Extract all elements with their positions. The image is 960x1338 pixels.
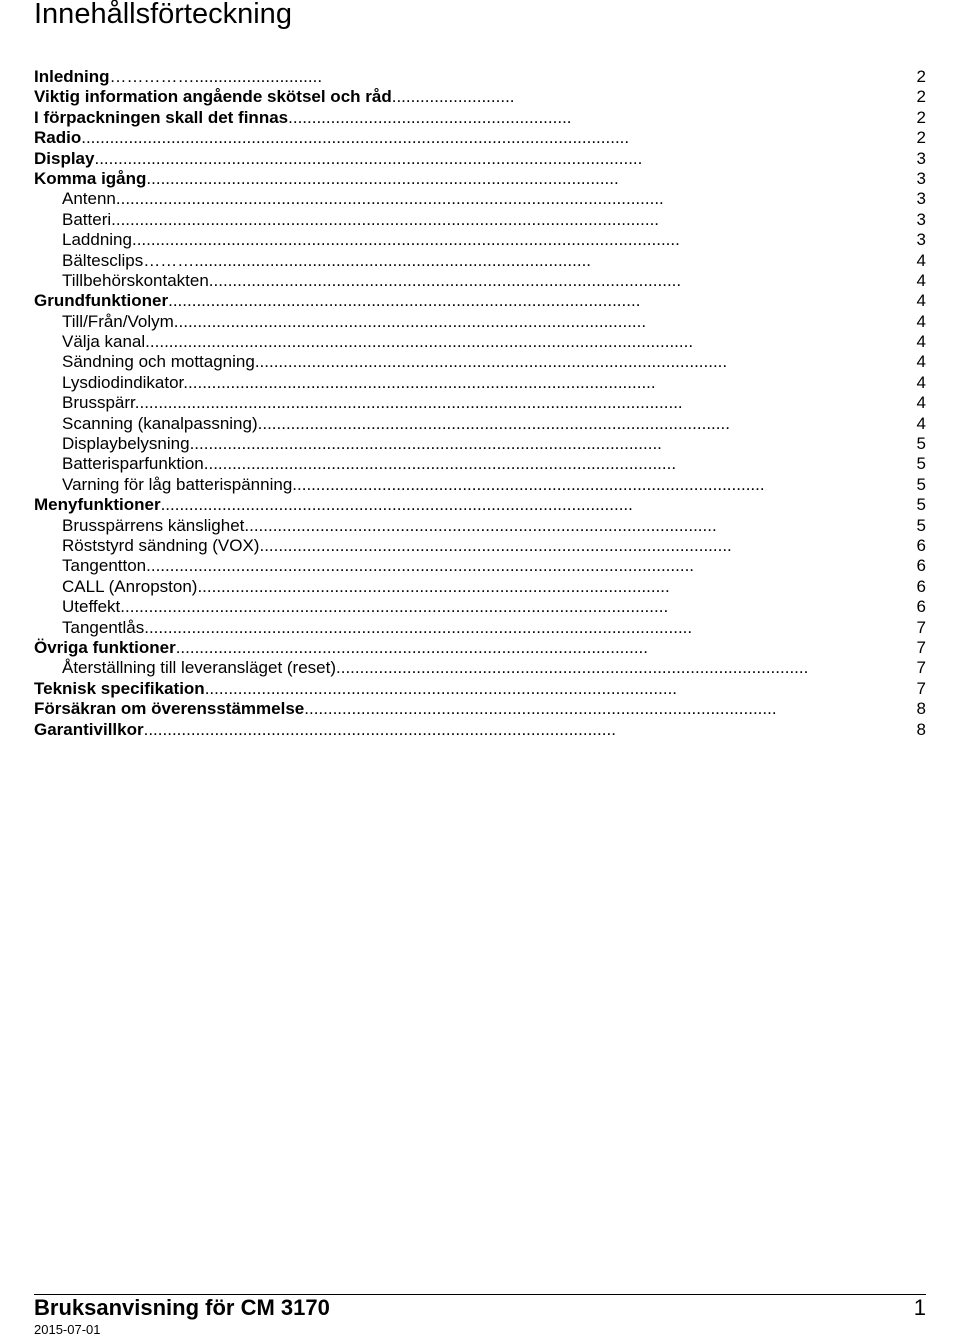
toc-entry-leader-dots: .................................................................................................................... xyxy=(120,597,669,617)
toc-entry[interactable] xyxy=(34,291,926,311)
toc-entry-leader-dots: .................................................................................................... xyxy=(292,474,765,494)
toc-entry[interactable] xyxy=(34,699,926,719)
toc-entry[interactable] xyxy=(34,720,926,740)
toc-entry-page-number: 6 xyxy=(916,556,926,576)
toc-entry-page-number: 2 xyxy=(916,128,926,148)
toc-entry-label xyxy=(34,87,686,107)
toc-entry[interactable] xyxy=(34,149,926,169)
toc-entry-page-number: 5 xyxy=(916,454,926,474)
toc-entry-label xyxy=(62,312,686,332)
toc-entry-text: Laddning xyxy=(62,230,132,250)
toc-entry-label xyxy=(62,393,686,413)
toc-entry-page-number: 4 xyxy=(916,352,926,372)
toc-entry[interactable] xyxy=(34,373,926,393)
toc-entry-text: Lysdiodindikator xyxy=(62,372,184,392)
toc-entry-text: Brusspärr xyxy=(62,393,135,413)
toc-entry-text: Bältesclips xyxy=(62,250,144,270)
toc-entry[interactable] xyxy=(34,128,926,148)
toc-entry-leader-dots: .................................................................................................................... xyxy=(115,189,664,209)
toc-entry-page-number: 3 xyxy=(916,230,926,250)
toc-entry-page-number: 7 xyxy=(916,617,926,637)
toc-entry-label xyxy=(62,332,694,352)
toc-entry-label xyxy=(62,210,686,230)
toc-entry-label xyxy=(62,474,765,495)
toc-entry-page-number: 4 xyxy=(916,270,926,290)
toc-entry-text: Displaybelysning xyxy=(62,434,190,454)
toc-entry[interactable] xyxy=(34,312,926,332)
toc-entry-leader-dots: .................................................................................................... xyxy=(203,454,677,474)
toc-entry-page-number: 5 xyxy=(916,495,926,515)
toc-entry-text: Batteri xyxy=(62,209,112,229)
toc-entry-leader-dots: .................................................................................................................... xyxy=(94,148,643,168)
toc-entry-page-number: 3 xyxy=(916,189,926,209)
toc-entry[interactable] xyxy=(34,332,926,352)
footer-page-number: 1 xyxy=(913,1295,926,1320)
toc-entry[interactable] xyxy=(34,536,926,556)
toc-entry-label xyxy=(34,128,686,148)
toc-entry-text: Radio xyxy=(34,128,82,148)
toc-entry-page-number: 4 xyxy=(916,250,926,270)
toc-entry-leader-dots: .......................... xyxy=(391,87,515,107)
toc-entry[interactable] xyxy=(34,516,926,536)
toc-entry-label xyxy=(62,617,693,638)
toc-entry-page-number: 4 xyxy=(916,393,926,413)
toc-entry[interactable] xyxy=(34,251,926,271)
toc-entry-page-number: 4 xyxy=(916,372,926,392)
toc-entry[interactable] xyxy=(34,230,926,250)
toc-entry-text: Antenn xyxy=(62,189,116,209)
toc-entry-leader-dots: .................................................................................................................... xyxy=(131,230,680,250)
toc-entry-page-number: 3 xyxy=(916,148,926,168)
toc-entry-label xyxy=(34,291,686,311)
toc-entry-text: Varning för låg batterispänning xyxy=(62,474,293,494)
toc-entry-label xyxy=(34,169,686,189)
footer-date: 2015-07-01 xyxy=(34,1322,101,1337)
toc-entry-page-number: 7 xyxy=(916,678,926,698)
toc-entry-page-number: 7 xyxy=(916,658,926,678)
toc-entry-leader-dots: ……….................................................................................... xyxy=(143,250,592,270)
toc-entry[interactable] xyxy=(34,67,926,87)
toc-entry-leader-dots: ............................................................ xyxy=(288,107,572,127)
toc-entry-label xyxy=(62,535,732,556)
toc-entry-leader-dots: .................................................................................................... xyxy=(259,535,732,555)
toc-entry[interactable] xyxy=(34,87,926,107)
toc-entry-leader-dots: .................................................................................................... xyxy=(244,515,717,535)
toc-entry[interactable] xyxy=(34,475,926,495)
toc-entry-page-number: 7 xyxy=(916,637,926,657)
toc-entry-leader-dots: .................................................................................................... xyxy=(197,576,670,596)
toc-entry-label xyxy=(62,352,728,372)
toc-entry-label xyxy=(62,434,686,454)
toc-entry[interactable] xyxy=(34,454,926,474)
toc-entry[interactable] xyxy=(34,271,926,291)
toc-entry-label xyxy=(62,373,686,393)
toc-entry-page-number: 2 xyxy=(916,87,926,107)
toc-entry-leader-dots: .................................................................................................... xyxy=(173,311,647,331)
toc-entry-label xyxy=(34,638,686,658)
toc-entry-leader-dots: .................................................................................................................... xyxy=(146,556,695,576)
toc-entry-text: Viktig information angående skötsel och råd xyxy=(34,87,392,107)
toc-entry-text: Batterisparfunktion xyxy=(62,454,204,474)
toc-entry[interactable] xyxy=(34,679,926,699)
toc-entry-leader-dots: .................................................................................................... xyxy=(336,658,809,678)
toc-entry-label xyxy=(62,271,686,291)
toc-entry-leader-dots: .................................................................................................... xyxy=(208,270,682,290)
toc-entry-text: Komma igång xyxy=(34,168,147,188)
toc-entry[interactable] xyxy=(34,169,926,189)
toc-entry[interactable] xyxy=(34,352,926,372)
toc-entry-text: Display xyxy=(34,148,95,168)
toc-entry[interactable] xyxy=(34,393,926,413)
toc-entry[interactable] xyxy=(34,495,926,515)
toc-entry-label xyxy=(62,230,686,250)
toc-entry-page-number: 6 xyxy=(916,597,926,617)
toc-entry-text: Välja kanal xyxy=(62,332,146,352)
toc-entry-leader-dots: .................................................................................................... xyxy=(204,678,678,698)
toc-entry-text: Uteffekt xyxy=(62,597,121,617)
toc-entry-page-number: 8 xyxy=(916,719,926,739)
toc-entry-leader-dots: .................................................................................................... xyxy=(189,434,662,454)
toc-entry-text: Inledning xyxy=(34,67,110,86)
toc-entry-page-number: 4 xyxy=(916,311,926,331)
toc-entry-label xyxy=(62,515,717,536)
toc-entry-label xyxy=(34,495,686,515)
toc-entry-label xyxy=(34,679,686,699)
footer-document-title: Bruksanvisning för CM 3170 xyxy=(34,1295,330,1320)
toc-entry-text: CALL (Anropston) xyxy=(62,576,198,596)
toc-entry-text: Scanning (kanalpassning) xyxy=(62,413,258,433)
toc-entry-leader-dots: .................................................................................................... xyxy=(257,413,730,433)
toc-entry-page-number: 5 xyxy=(916,434,926,454)
toc-entry-text: Försäkran om överensstämmelse xyxy=(34,699,305,719)
toc-entry-page-number: 5 xyxy=(916,474,926,494)
toc-entry[interactable] xyxy=(34,414,926,434)
table-of-contents xyxy=(34,67,926,740)
toc-entry-leader-dots: .................................................................................................................... xyxy=(145,332,694,352)
toc-entry-label xyxy=(34,149,686,169)
toc-entry-leader-dots: .................................................................................................... xyxy=(175,637,649,657)
toc-entry[interactable] xyxy=(34,597,926,617)
toc-entry-leader-dots: .................................................................................................................... xyxy=(134,393,683,413)
toc-entry-leader-dots: .................................................................................................................... xyxy=(111,209,660,229)
toc-entry[interactable] xyxy=(34,108,926,128)
toc-entry-page-number: 3 xyxy=(916,168,926,188)
toc-entry-page-number: 3 xyxy=(916,209,926,229)
toc-entry[interactable] xyxy=(34,210,926,230)
page-title: Innehållsförteckning xyxy=(34,0,292,30)
toc-entry-label xyxy=(62,556,695,576)
toc-entry-leader-dots: .................................................................................................... xyxy=(304,699,777,719)
toc-entry-text: Brusspärrens känslighet xyxy=(62,515,245,535)
toc-entry-label xyxy=(62,658,809,678)
toc-entry-leader-dots: .................................................................................................... xyxy=(160,495,633,515)
toc-entry[interactable] xyxy=(34,638,926,658)
toc-entry-label xyxy=(34,720,686,740)
toc-entry-page-number: 4 xyxy=(916,291,926,311)
toc-entry-label xyxy=(34,108,686,128)
toc-entry-text: Röststyrd sändning (VOX) xyxy=(62,535,260,555)
toc-entry-leader-dots: .................................................................................................................... xyxy=(81,128,630,148)
toc-entry-text: Tangentton xyxy=(62,556,147,576)
toc-entry-page-number: 5 xyxy=(916,515,926,535)
toc-entry-text: Återställning till leveransläget (reset) xyxy=(62,658,337,678)
toc-entry-text: Tangentlås xyxy=(62,617,145,637)
toc-entry-label xyxy=(34,67,686,87)
toc-entry-page-number: 2 xyxy=(916,107,926,127)
toc-entry-text: Menyfunktioner xyxy=(34,495,161,515)
toc-entry-text: Till/Från/Volym xyxy=(62,311,174,331)
toc-entry-label xyxy=(62,454,686,474)
toc-entry-label xyxy=(62,251,686,271)
toc-entry-label xyxy=(62,597,686,617)
toc-entry[interactable] xyxy=(34,618,926,638)
toc-entry-page-number: 2 xyxy=(916,67,926,86)
toc-entry-label xyxy=(62,413,730,434)
toc-entry[interactable] xyxy=(34,556,926,576)
toc-entry-label xyxy=(34,699,777,719)
toc-entry-text: I förpackningen skall det finnas xyxy=(34,107,289,127)
toc-entry-text: Grundfunktioner xyxy=(34,291,169,311)
toc-entry-page-number: 4 xyxy=(916,413,926,433)
toc-entry-leader-dots: .................................................................................................... xyxy=(168,291,641,311)
toc-entry[interactable] xyxy=(34,434,926,454)
toc-entry-leader-dots: .................................................................................................... xyxy=(146,168,619,188)
toc-entry-text: Teknisk specifikation xyxy=(34,678,205,698)
toc-entry-leader-dots: ……………........................... xyxy=(109,67,323,86)
toc-entry-text: Garantivillkor xyxy=(34,719,144,739)
toc-entry[interactable] xyxy=(34,577,926,597)
toc-entry[interactable] xyxy=(34,189,926,209)
toc-entry-page-number: 6 xyxy=(916,535,926,555)
toc-entry-text: Övriga funktioner xyxy=(34,637,176,657)
toc-entry-text: Tillbehörskontakten xyxy=(62,270,209,290)
toc-entry-leader-dots: .................................................................................................................... xyxy=(144,617,693,637)
toc-entry-page-number: 6 xyxy=(916,576,926,596)
toc-entry-leader-dots: .................................................................................................... xyxy=(143,719,616,739)
toc-entry-text: Sändning och mottagning xyxy=(62,352,255,372)
toc-entry-leader-dots: .................................................................................................... xyxy=(183,372,656,392)
toc-entry-label xyxy=(62,189,686,209)
toc-entry-leader-dots: .................................................................................................... xyxy=(254,352,728,372)
toc-entry-page-number: 8 xyxy=(916,699,926,719)
toc-entry[interactable] xyxy=(34,658,926,678)
toc-entry-page-number: 4 xyxy=(916,332,926,352)
toc-entry-label xyxy=(62,577,686,597)
